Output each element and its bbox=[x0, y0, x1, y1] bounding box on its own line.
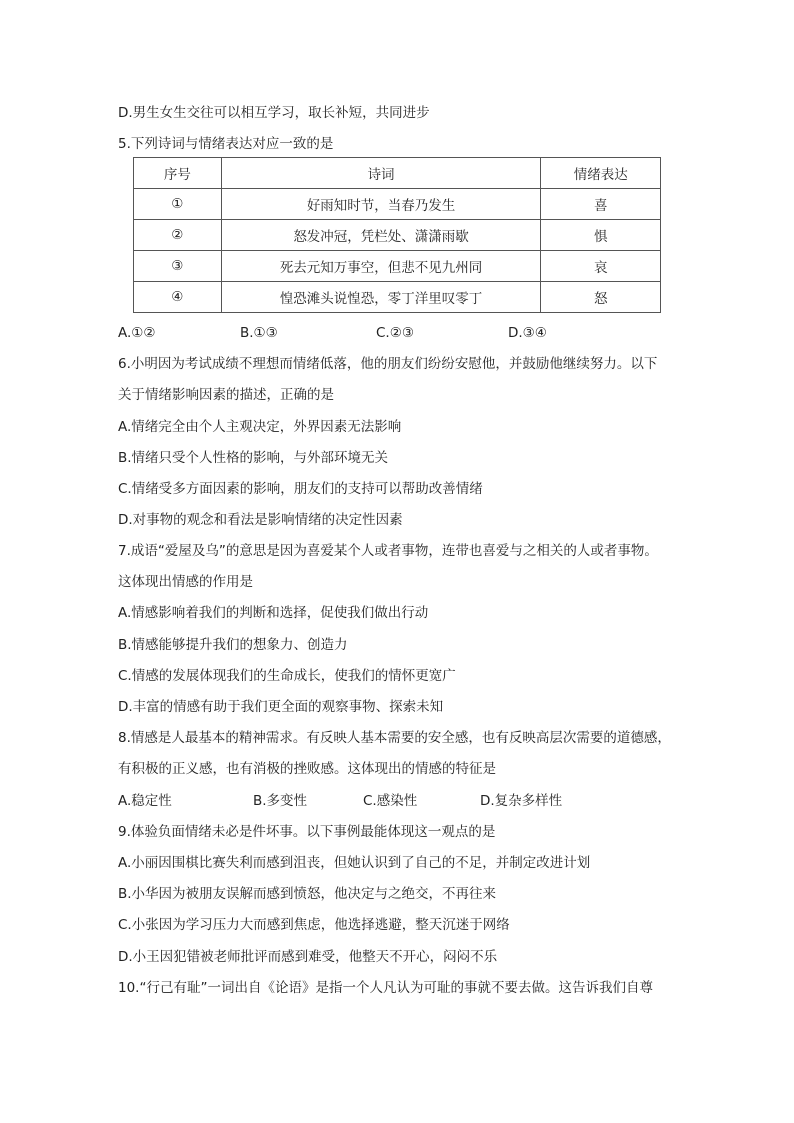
table-cell-index: ① bbox=[134, 189, 222, 220]
table-cell-emotion: 惧 bbox=[541, 220, 661, 251]
table-cell-index: ③ bbox=[134, 251, 222, 282]
table-cell-emotion: 怒 bbox=[541, 282, 661, 313]
q8-option-c: C.感染性 bbox=[363, 793, 418, 809]
table-header-cell: 诗词 bbox=[221, 158, 541, 189]
q8-option-a: A.稳定性 bbox=[118, 793, 172, 809]
q8-option-d: D.复杂多样性 bbox=[480, 793, 563, 809]
q10-stem-line-1: 10.“行己有耻”一词出自《论语》是指一个人凡认为可耻的事就不要去做。这告诉我们自尊 bbox=[118, 980, 653, 996]
table-row bbox=[134, 282, 661, 313]
table-cell-index: ④ bbox=[134, 282, 222, 313]
table-cell-emotion: 喜 bbox=[541, 189, 661, 220]
table-cell-emotion: 哀 bbox=[541, 251, 661, 282]
q9-stem: 9.体验负面情绪未必是件坏事。以下事例最能体现这一观点的是 bbox=[118, 824, 496, 840]
q7-option-a: A.情感影响着我们的判断和选择，促使我们做出行动 bbox=[118, 605, 429, 621]
q7-option-d: D.丰富的情感有助于我们更全面的观察事物、探索未知 bbox=[118, 699, 444, 715]
table-cell-index: ② bbox=[134, 220, 222, 251]
q5-option-a: A.①② bbox=[118, 325, 156, 341]
q6-stem-line-2: 关于情绪影响因素的描述，正确的是 bbox=[118, 387, 334, 403]
q5-option-b: B.①③ bbox=[240, 325, 278, 341]
q7-option-b: B.情感能够提升我们的想象力、创造力 bbox=[118, 637, 348, 653]
q7-stem-line-2: 这体现出情感的作用是 bbox=[118, 574, 253, 590]
table-row bbox=[134, 220, 661, 251]
q4-option-d: D.男生女生交往可以相互学习，取长补短，共同进步 bbox=[118, 105, 430, 121]
q8-stem-line-2: 有积极的正义感，也有消极的挫败感。这体现出的情感的特征是 bbox=[118, 761, 496, 777]
table-cell-poem: 怒发冲冠，凭栏处、潇潇雨歇 bbox=[221, 220, 541, 251]
q7-stem-line-1: 7.成语“爱屋及乌”的意思是因为喜爱某个人或者事物，连带也喜爱与之相关的人或者事物。 bbox=[118, 543, 658, 559]
table-cell-poem: 死去元知万事空，但悲不见九州同 bbox=[221, 251, 541, 282]
q9-option-c: C.小张因为学习压力大而感到焦虑，他选择逃避，整天沉迷于网络 bbox=[118, 917, 510, 933]
q6-option-a: A.情绪完全由个人主观决定，外界因素无法影响 bbox=[118, 419, 402, 435]
q7-option-c: C.情感的发展体现我们的生命成长，使我们的情怀更宽广 bbox=[118, 668, 456, 684]
q6-option-b: B.情绪只受个人性格的影响，与外部环境无关 bbox=[118, 450, 389, 466]
q5-option-c: C.②③ bbox=[376, 325, 414, 341]
q6-option-d: D.对事物的观念和看法是影响情绪的决定性因素 bbox=[118, 512, 403, 528]
q8-stem-line-1: 8.情感是人最基本的精神需求。有反映人基本需要的安全感，也有反映高层次需要的道德感， bbox=[118, 730, 671, 746]
q8-option-b: B.多变性 bbox=[253, 793, 308, 809]
table-row bbox=[134, 251, 661, 282]
q6-option-c: C.情绪受多方面因素的影响，朋友们的支持可以帮助改善情绪 bbox=[118, 481, 483, 497]
q9-option-d: D.小王因犯错被老师批评而感到难受，他整天不开心，闷闷不乐 bbox=[118, 949, 498, 965]
table-header-row bbox=[134, 158, 661, 189]
q5-stem: 5.下列诗词与情绪表达对应一致的是 bbox=[118, 136, 334, 152]
q9-option-b: B.小华因为被朋友误解而感到愤怒，他决定与之绝交，不再往来 bbox=[118, 886, 497, 902]
q9-option-a: A.小丽因围棋比赛失利而感到沮丧，但她认识到了自己的不足，并制定改进计划 bbox=[118, 855, 591, 871]
table-header-cell: 序号 bbox=[134, 158, 222, 189]
q6-stem-line-1: 6.小明因为考试成绩不理想而情绪低落，他的朋友们纷纷安慰他，并鼓励他继续努力。以下 bbox=[118, 356, 658, 372]
q5-option-d: D.③④ bbox=[508, 325, 547, 341]
table-cell-poem: 惶恐滩头说惶恐，零丁洋里叹零丁 bbox=[221, 282, 541, 313]
table-cell-poem: 好雨知时节，当春乃发生 bbox=[221, 189, 541, 220]
poem-emotion-table bbox=[133, 157, 661, 313]
table-header-cell: 情绪表达 bbox=[541, 158, 661, 189]
table-row bbox=[134, 189, 661, 220]
